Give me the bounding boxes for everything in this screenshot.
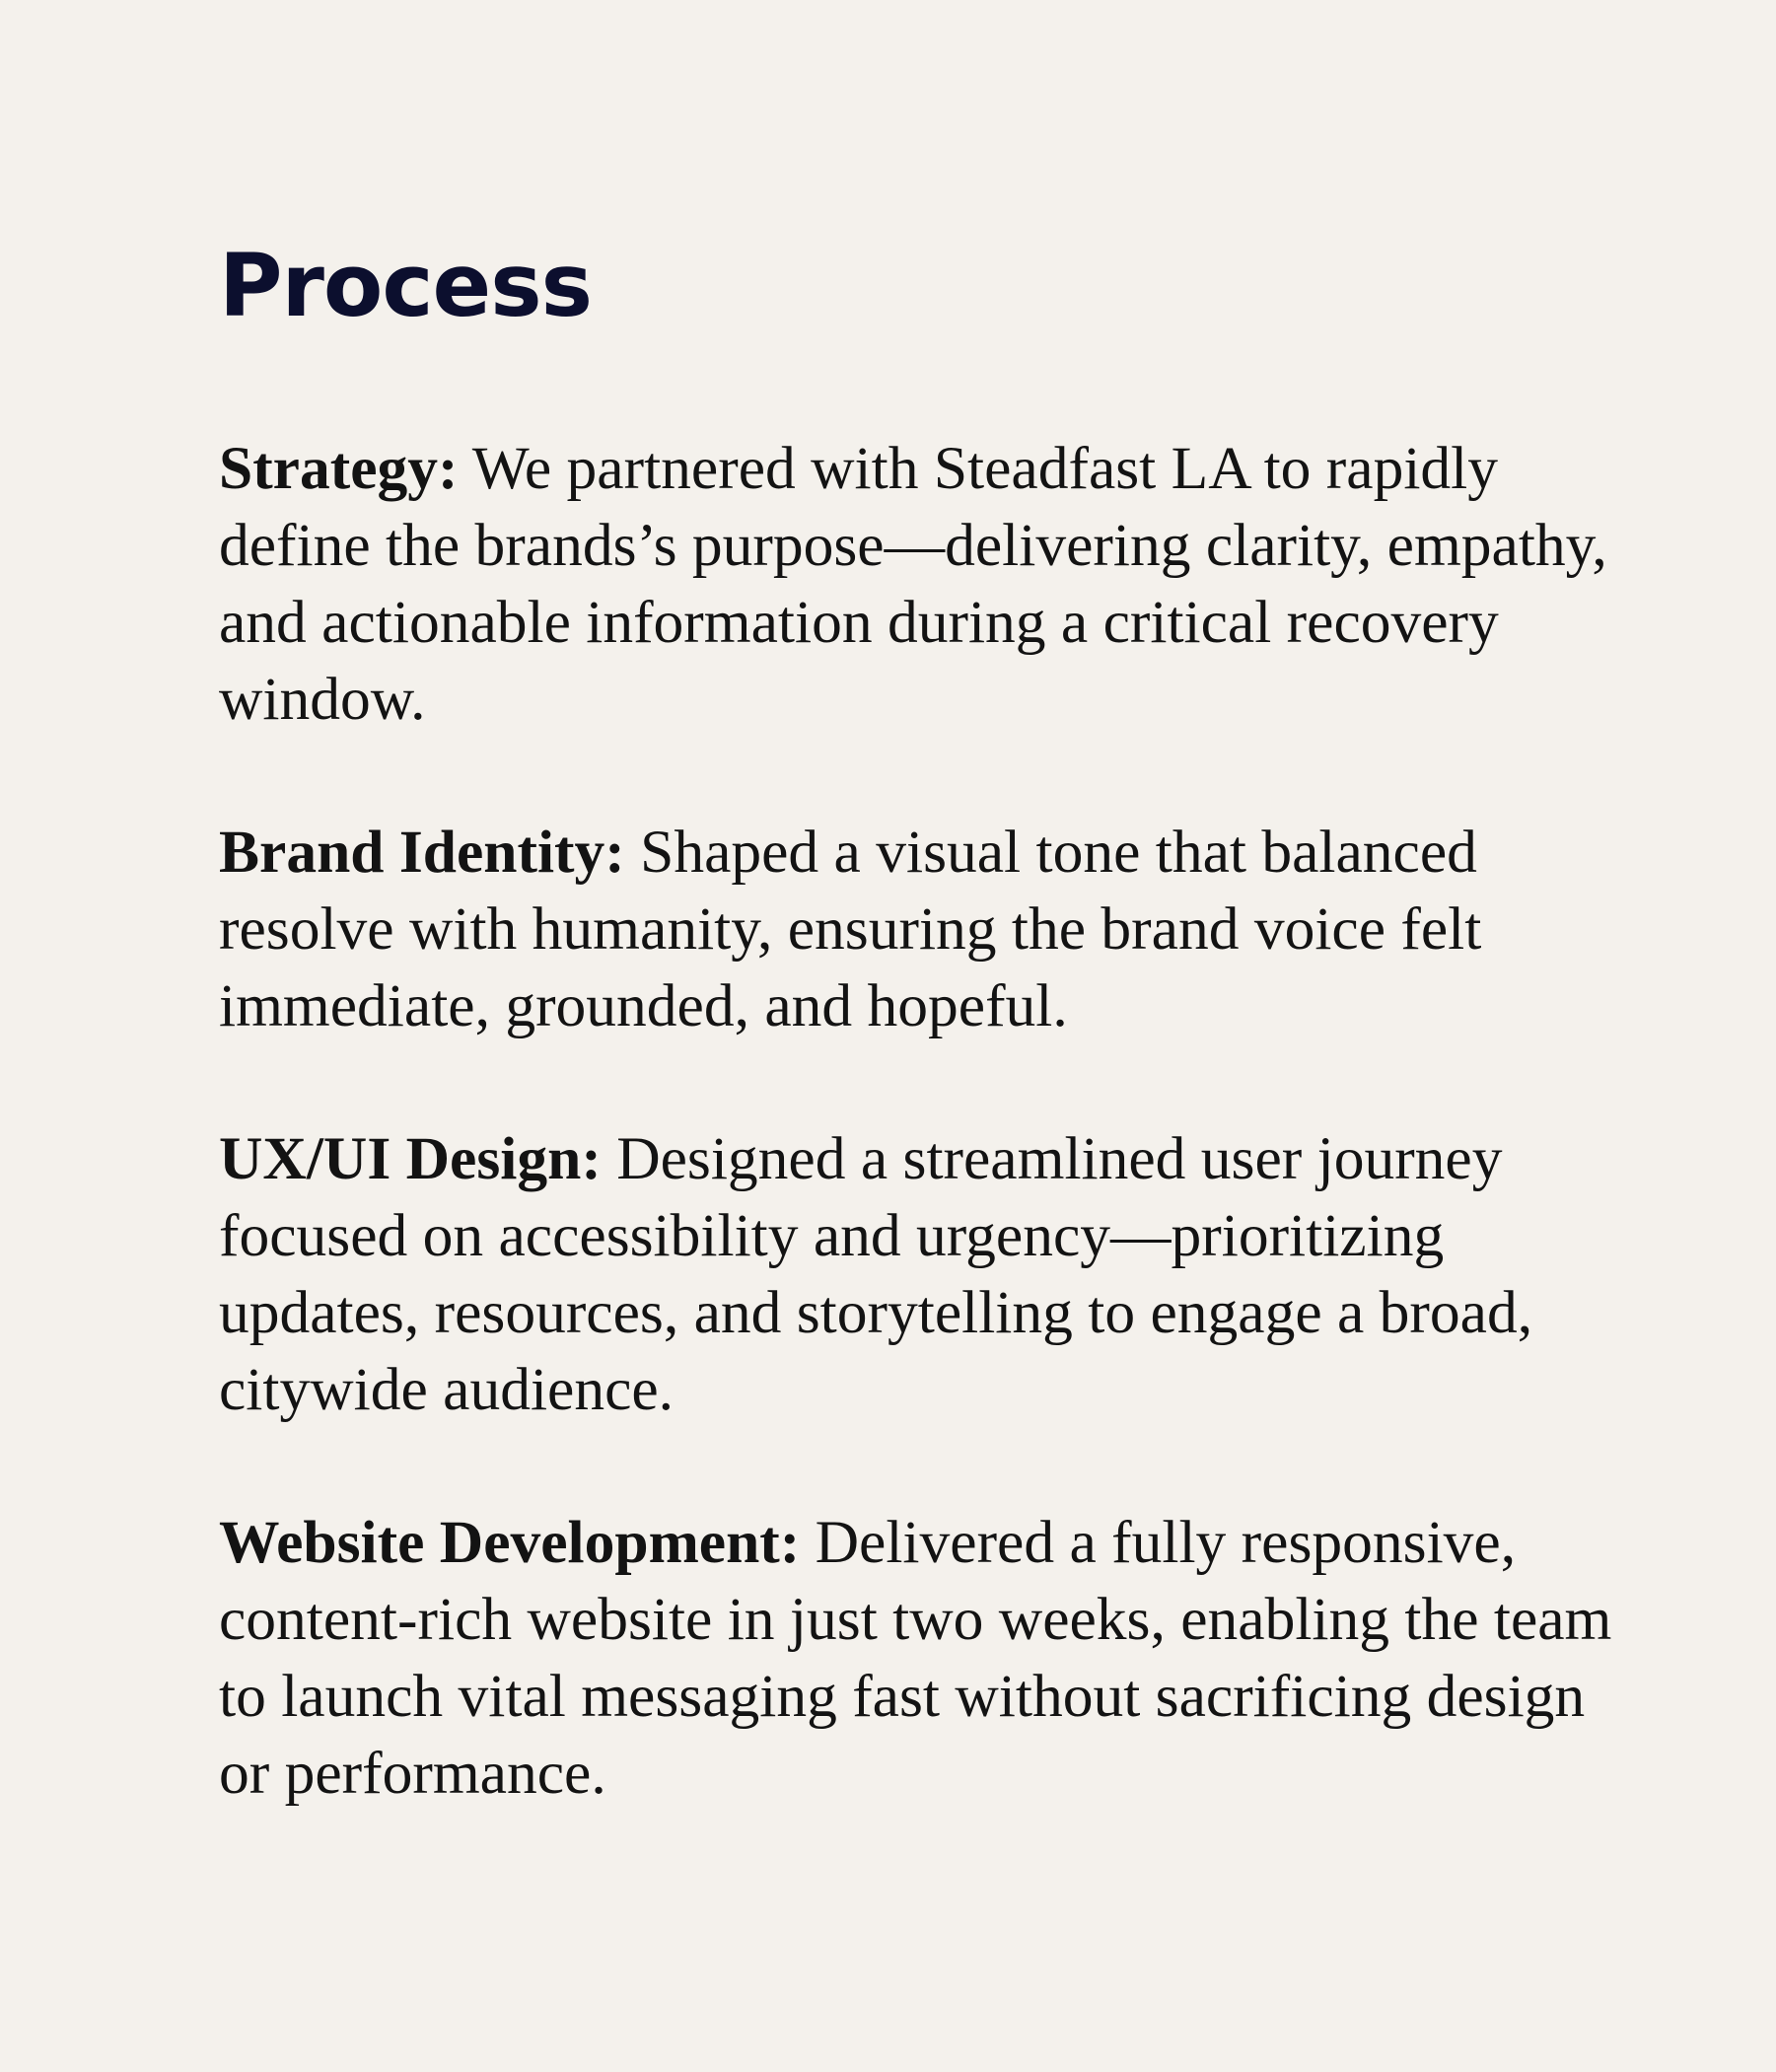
section-heading: UX/UI Design: [219, 1125, 602, 1192]
page-title: Process [219, 235, 592, 336]
section-body: Shaped a visual tone that balanced resolve with humanity, ensuring the brand voice felt immediate, grounded, and hopeful. [219, 819, 1482, 1039]
section-body: Designed a streamlined user journey focused on accessibility and urgency—prioritizing updates, resources, and storytelling to engage a broad, citywide audience. [219, 1125, 1533, 1423]
section-heading: Strategy: [219, 435, 459, 502]
section-body: We partnered with Steadfast LA to rapidly define the brands’s purpose—delivering clarity, empathy, and actionable information during a critical recovery window. [219, 435, 1607, 733]
process-sections [219, 430, 1619, 1812]
section-brand-identity [219, 814, 1619, 1044]
section-heading: Brand Identity: [219, 819, 625, 886]
section-website-development [219, 1504, 1619, 1812]
section-strategy [219, 430, 1619, 738]
section-body: Delivered a fully responsive, content-rich website in just two weeks, enabling the team to launch vital messaging fast without sacrificing design or performance. [219, 1509, 1612, 1807]
section-heading: Website Development: [219, 1509, 801, 1576]
section-ux-ui-design [219, 1120, 1619, 1428]
